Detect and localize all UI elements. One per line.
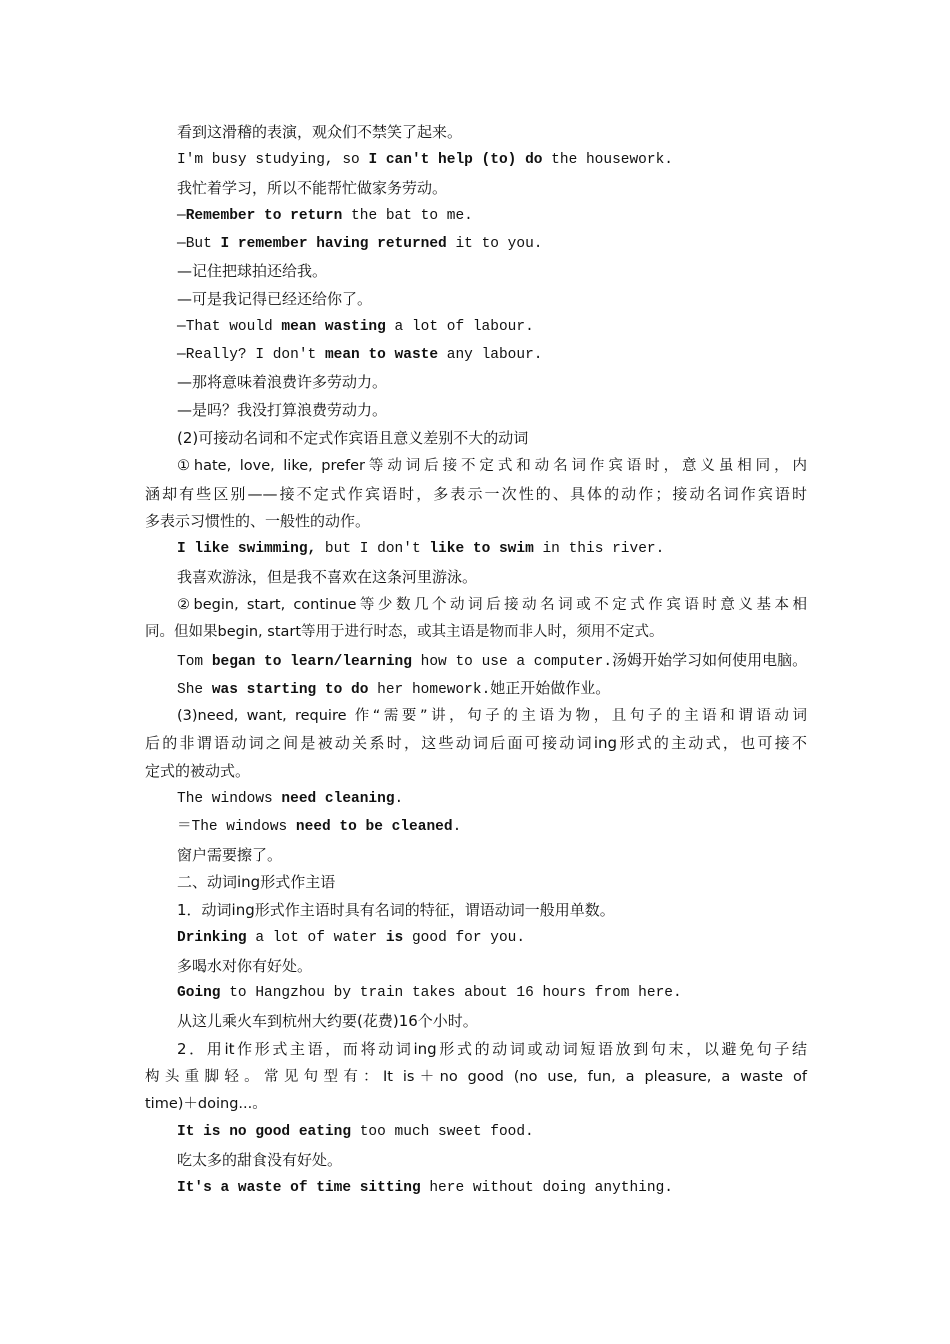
paragraph-text: ①hate, love, like, prefer等动词后接不定式和动名词作宾语时，意义虽相同，内 <box>177 458 807 474</box>
bold-phrase: It's a waste of time sitting <box>177 1180 421 1196</box>
example-sentence <box>177 1178 807 1198</box>
example-translation: 看到这滑稽的表演，观众们不禁笑了起来。 <box>177 123 463 141</box>
example-sentence <box>177 789 807 809</box>
plain-text: the housework. <box>542 152 673 168</box>
paragraph-text: 定式的被动式。 <box>145 762 251 780</box>
plain-text: any labour. <box>438 347 543 363</box>
plain-text: a lot of water <box>246 930 386 946</box>
plain-text: She <box>177 682 212 698</box>
plain-text: . <box>452 819 462 835</box>
plain-text: her homework. <box>368 682 491 698</box>
plain-text: Tom <box>177 654 212 670</box>
plain-text: the bat to me. <box>342 208 473 224</box>
example-translation: —记住把球拍还给我。 <box>177 262 328 280</box>
bold-phrase: It is no good eating <box>177 1124 352 1140</box>
example-translation: 窗户需要擦了。 <box>177 846 283 864</box>
example-sentence <box>177 928 807 948</box>
inline-translation: 汤姆开始学习如何使用电脑。 <box>612 651 808 669</box>
plain-text: how to use a computer. <box>411 654 613 670</box>
plain-text: it to you. <box>446 236 543 252</box>
plain-text: to Hangzhou by train takes about 16 hours from here. <box>220 985 682 1001</box>
plain-text: a lot of labour. <box>385 319 534 335</box>
plain-text: —Really? I don't <box>177 347 325 363</box>
plain-text: but I don't <box>316 541 430 557</box>
example-sentence <box>177 234 807 254</box>
bold-phrase: mean to waste <box>324 347 439 363</box>
bold-phrase: need to be cleaned <box>295 819 453 835</box>
example-translation: 我喜欢游泳，但是我不喜欢在这条河里游泳。 <box>177 568 478 586</box>
paragraph-text: (3)need, want, require 作“需要”讲，句子的主语为物，且句子的主语和谓语动词 <box>177 708 807 724</box>
bold-phrase: Remember to return <box>185 208 343 224</box>
plain-text: —But <box>177 236 221 252</box>
paragraph-text: 涵却有些区别——接不定式作宾语时，多表示一次性的、具体的动作；接动名词作宾语时 <box>145 485 807 503</box>
example-sentence <box>177 317 807 337</box>
rule-text: 2．用it作形式主语，而将动词ing形式的动词或动词短语放到句末，以避免句子结 <box>177 1040 807 1058</box>
bold-phrase: I remember having returned <box>220 236 447 252</box>
section-heading: 二、动词ing形式作主语 <box>177 873 336 891</box>
example-translation: —可是我记得已经还给你了。 <box>177 290 373 308</box>
plain-text: ＝The windows <box>177 819 296 835</box>
plain-text: in this river. <box>533 541 665 557</box>
paragraph-text: ②begin, start, continue等少数几个动词后接动名词或不定式作宾语时意义基本相 <box>177 597 807 613</box>
plain-text: — <box>177 208 186 224</box>
example-translation: 我忙着学习，所以不能帮忙做家务劳动。 <box>177 179 448 197</box>
rule-text: 1．动词ing形式作主语时具有名词的特征，谓语动词一般用单数。 <box>177 901 615 919</box>
paragraph-text: 同。但如果begin, start等用于进行时态，或其主语是物而非人时，须用不定式。 <box>145 624 664 640</box>
plain-text: The windows <box>177 791 282 807</box>
plain-text: —That would <box>177 319 282 335</box>
paragraph-text: 后的非谓语动词之间是被动关系时，这些动词后面可接动词ing形式的主动式，也可接不 <box>145 734 807 752</box>
example-sentence <box>177 650 807 672</box>
example-sentence <box>177 206 807 226</box>
bold-phrase: was starting to do <box>211 682 369 698</box>
example-sentence <box>177 150 807 170</box>
plain-text: here without doing anything. <box>420 1180 673 1196</box>
section-heading: (2)可接动名词和不定式作宾语且意义差别不大的动词 <box>177 429 529 447</box>
example-translation: 从这儿乘火车到杭州大约要(花费)16个小时。 <box>177 1012 478 1030</box>
bold-phrase: mean wasting <box>281 319 386 335</box>
example-sentence <box>177 1122 807 1142</box>
bold-phrase: began to learn/learning <box>211 654 412 670</box>
example-sentence <box>177 817 807 837</box>
inline-translation: 她正开始做作业。 <box>490 679 611 697</box>
bold-phrase: is <box>385 930 404 946</box>
rule-text: 构头重脚轻。常见句型有：It is＋no good (no use, fun, a pleasure, a waste of <box>145 1069 807 1085</box>
bold-phrase: I can't help (to) do <box>368 152 543 168</box>
plain-text: good for you. <box>403 930 526 946</box>
paragraph-text: 多表示习惯性的、一般性的动作。 <box>145 512 371 530</box>
example-translation: 多喝水对你有好处。 <box>177 957 313 975</box>
example-translation: 吃太多的甜食没有好处。 <box>177 1151 343 1169</box>
example-sentence <box>177 678 807 700</box>
bold-phrase: like to swim <box>429 541 534 557</box>
example-sentence <box>177 539 807 559</box>
bold-phrase: I like swimming, <box>177 541 317 557</box>
rule-text: time)＋doing...。 <box>145 1096 267 1112</box>
example-sentence <box>177 983 807 1003</box>
example-sentence <box>177 345 807 365</box>
example-translation: —是吗？我没打算浪费劳动力。 <box>177 401 388 419</box>
bold-phrase: need cleaning <box>281 791 395 807</box>
plain-text: too much sweet food. <box>351 1124 534 1140</box>
example-translation: —那将意味着浪费许多劳动力。 <box>177 373 388 391</box>
bold-phrase: Drinking <box>177 930 247 946</box>
bold-phrase: Going <box>177 985 221 1001</box>
plain-text: I'm busy studying, so <box>177 152 369 168</box>
plain-text: . <box>394 791 404 807</box>
